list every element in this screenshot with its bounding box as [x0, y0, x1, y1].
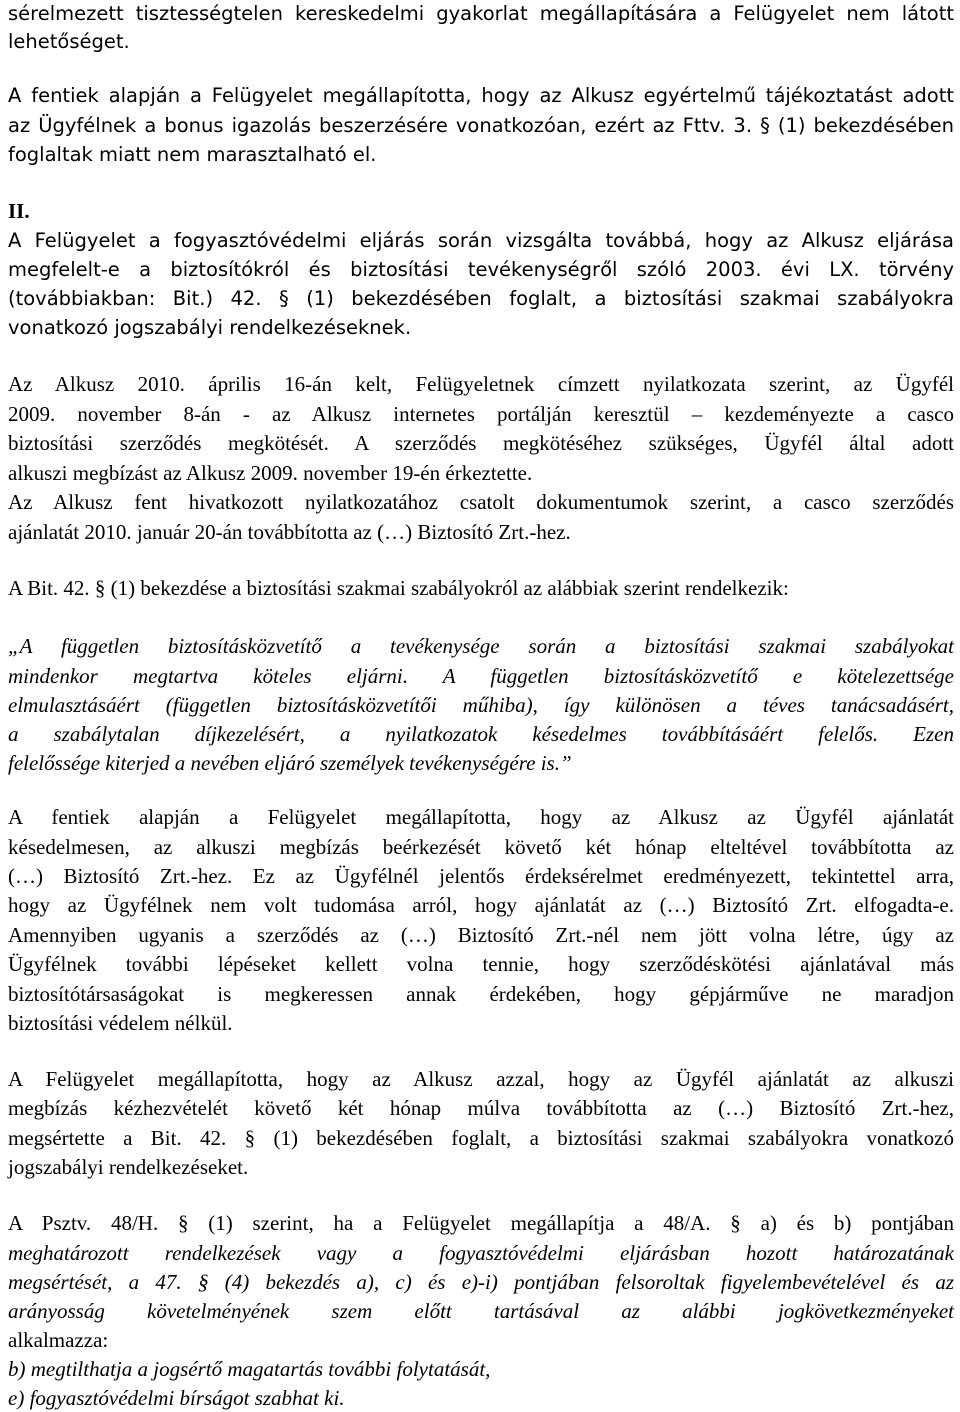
- quote-line: felelőssége kiterjed a nevében eljáró személyek tevékenységére is.”: [8, 751, 572, 775]
- text-line: sérelmezett tisztességtelen kereskedelmi gyakorlat megállapítására a Felügyelet nem látott: [8, 2, 954, 25]
- text-line: A Bit. 42. § (1) bekezdése a biztosítási szakmai szabályokról az alábbiak szerint rendelkezik:: [8, 576, 789, 600]
- text-line: megbízás kézhezvételét követő két hónap múlva továbbította az (…) Biztosító Zrt.-hez,: [8, 1096, 954, 1120]
- text-line: lehetőséget.: [8, 30, 130, 53]
- text-line: A Felügyelet megállapította, hogy az Alkusz azzal, hogy az Ügyfél ajánlatát az alkuszi: [8, 1067, 954, 1091]
- text-line: biztosítási védelem nélkül.: [8, 1011, 233, 1035]
- text-line: az Ügyfélnek a bonus igazolás beszerzésére vonatkozóan, ezért az Fttv. 3. § (1) bekezdésében: [8, 114, 954, 137]
- text-line: A Psztv. 48/H. § (1) szerint, ha a Felügyelet megállapítja a 48/A. § a) és b) pontjában: [8, 1211, 954, 1235]
- quote-line: a szabálytalan díjkezelésért, a nyilatkozatok késedelmes továbbításáért felelős. Ezen: [8, 722, 954, 746]
- text-line: (…) Biztosító Zrt.-hez. Ez az Ügyfélnél jelentős érdeksérelmet eredményezett, tekintettel arra,: [8, 864, 954, 888]
- text-line: 2009. november 8-án - az Alkusz internetes portálján keresztül – kezdeményezte a casco: [8, 402, 954, 426]
- quote-line: „A független biztosításközvetítő a tevékenysége során a biztosítási szakmai szabályokat: [8, 634, 954, 658]
- text-line: alkuszi megbízást az Alkusz 2009. november 19-én érkeztette.: [8, 461, 533, 485]
- text-line: biztosítási szerződés megkötését. A szerződés megkötéséhez szükséges, Ügyfél által adott: [8, 431, 954, 455]
- quote-line: mindenkor megtartva köteles eljárni. A független biztosításközvetítő e kötelezettsége: [8, 664, 954, 688]
- text-line: vonatkozó jogszabályi rendelkezéseknek.: [8, 316, 412, 339]
- text-line: alkalmazza:: [8, 1328, 109, 1352]
- section-heading: II.: [8, 199, 30, 223]
- text-line: jogszabályi rendelkezéseket.: [8, 1155, 249, 1179]
- text-line: ajánlatát 2010. január 20-án továbbította az (…) Biztosító Zrt.-hez.: [8, 520, 571, 544]
- text-line: Ügyfélnek további lépéseket kellett volna tennie, hogy szerződéskötési ajánlatával más: [8, 952, 954, 976]
- text-line: A fentiek alapján a Felügyelet megállapította, hogy az Alkusz az Ügyfél ajánlatát: [8, 805, 954, 829]
- text-line: foglaltak miatt nem marasztalható el.: [8, 143, 377, 166]
- quote-line: elmulasztásáért (független biztosításközvetítői műhiba), így különösen a téves tanácsadásért,: [8, 693, 954, 717]
- text-line: Az Alkusz fent hivatkozott nyilatkozatához csatolt dokumentumok szerint, a casco szerződés: [8, 490, 954, 514]
- text-line: (továbbiakban: Bit.) 42. § (1) bekezdésében foglalt, a biztosítási szakmai szabályokra: [8, 287, 954, 310]
- text-line: megfelelt-e a biztosítókról és biztosítási tevékenységről szóló 2003. évi LX. törvény: [8, 258, 954, 281]
- list-item: e) fogyasztóvédelmi bírságot szabhat ki.: [8, 1386, 345, 1410]
- text-line: A fentiek alapján a Felügyelet megállapította, hogy az Alkusz egyértelmű tájékoztatást adott: [8, 84, 954, 107]
- text-line: Az Alkusz 2010. április 16-án kelt, Felügyeletnek címzett nyilatkozata szerint, az Ügyfél: [8, 372, 954, 396]
- text-line: Amennyiben ugyanis a szerződés az (…) Biztosító Zrt.-nél nem jött volna létre, úgy az: [8, 923, 954, 947]
- text-line: biztosítótársaságokat is megkeressen annak érdekében, hogy gépjárműve ne maradjon: [8, 982, 954, 1006]
- text-line: megsértette a Bit. 42. § (1) bekezdésében foglalt, a biztosítási szakmai szabályokra vonatkozó: [8, 1126, 954, 1150]
- text-line: megsértését, a 47. § (4) bekezdés a), c) és e)-i) pontjában felsoroltak figyelembevételével és az: [8, 1270, 954, 1294]
- text-line: késedelmesen, az alkuszi megbízás beérkezését követő két hónap elteltével továbbította az: [8, 835, 954, 859]
- text-line: arányosság követelményének szem előtt tartásával az alábbi jogkövetkezményeket: [8, 1299, 954, 1323]
- text-line: hogy az Ügyfélnek nem volt tudomása arról, hogy ajánlatát az (…) Biztosító Zrt. elfogadta-e.: [8, 893, 954, 917]
- text-line: A Felügyelet a fogyasztóvédelmi eljárás során vizsgálta továbbá, hogy az Alkusz eljárása: [8, 229, 954, 252]
- list-item: b) megtilthatja a jogsértő magatartás további folytatását,: [8, 1357, 491, 1381]
- text-line: meghatározott rendelkezések vagy a fogyasztóvédelmi eljárásban hozott határozatának: [8, 1241, 954, 1265]
